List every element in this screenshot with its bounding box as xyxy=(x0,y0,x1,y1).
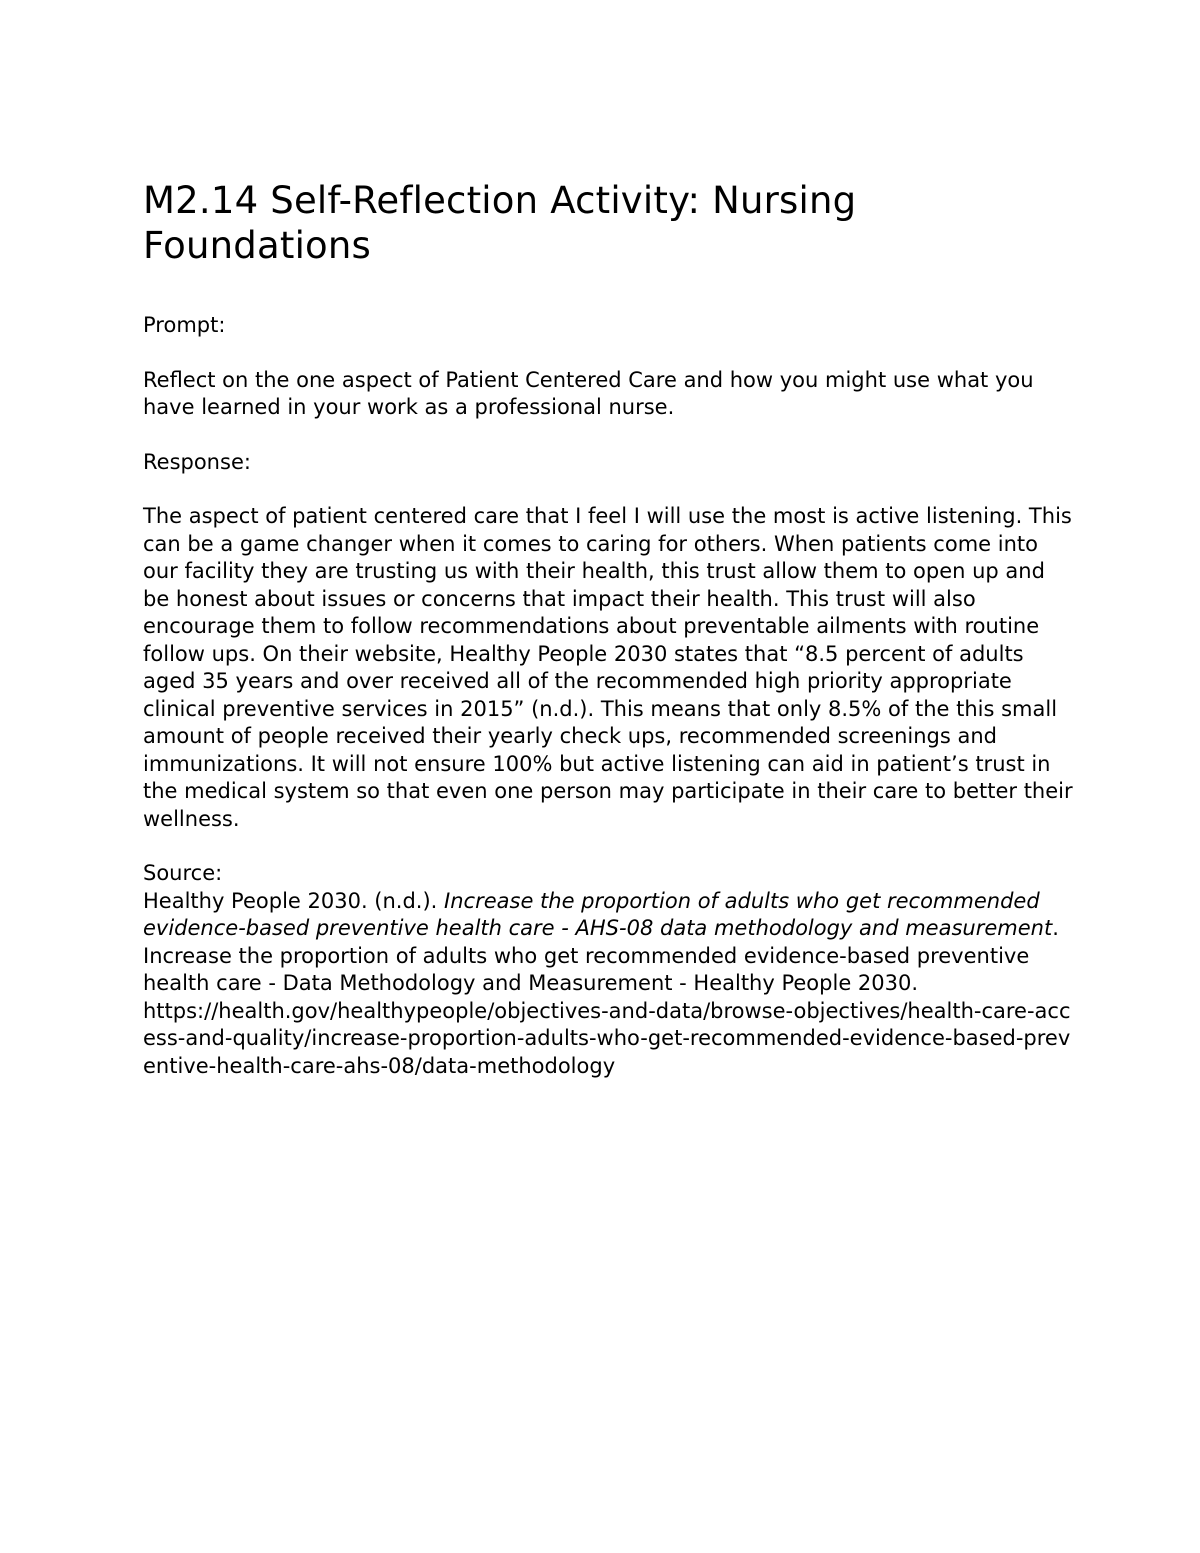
source-title: Increase the proportion of adults who get recommended evidence-based preventive health care - AHS-08 data methodology and measurement xyxy=(143,888,1053,940)
prompt-text: Reflect on the one aspect of Patient Centered Care and how you might use what you have learned in your work as a professional nurse. xyxy=(143,367,1034,419)
response-text: The aspect of patient centered care that I feel I will use the most is active listening. This can be a game changer when it comes to caring for others. When patients come into our facility they are trusting us with their health, this trust allow them to open up and be honest about issues or concerns that impact their health. This trust will also encourage them to follow recommendations about preventable ailments with routine follow ups. On their website, Healthy People 2030 states that “8.5 percent of adults aged 35 years and over received all of the recommended high priority appropriate clinical preventive services in 2015” (n.d.). This means that only 8.5% of the this small amount of people received their yearly check ups, recommended screenings and immunizations. It will not ensure 100% but active listening can aid in patient’s trust in the medical system so that even one person may participate in their care to better their wellness. xyxy=(143,504,1073,831)
document-body xyxy=(143,178,1073,1080)
prompt-label: Prompt: xyxy=(143,313,226,337)
source-label: Source: xyxy=(143,861,223,885)
source-description: . Increase the proportion of adults who get recommended evidence-based preventive health care - Data Methodology and Measurement - Healthy People 2030. xyxy=(143,916,1059,995)
source-citation xyxy=(143,860,1073,1080)
page-title: M2.14 Self-Reflection Activity: Nursing Foundations xyxy=(143,179,857,267)
source-url-link[interactable]: https://health.gov/healthypeople/objectives-and-data/browse-objectives/health-care-access-and-quality/increase-proportion-adults-who-get-recommended-evidence-based-preventive-health-care-ahs-08/data-methodology xyxy=(143,998,1071,1078)
response-label: Response: xyxy=(143,449,251,474)
source-author: Healthy People 2030. (n.d.). xyxy=(143,888,445,913)
